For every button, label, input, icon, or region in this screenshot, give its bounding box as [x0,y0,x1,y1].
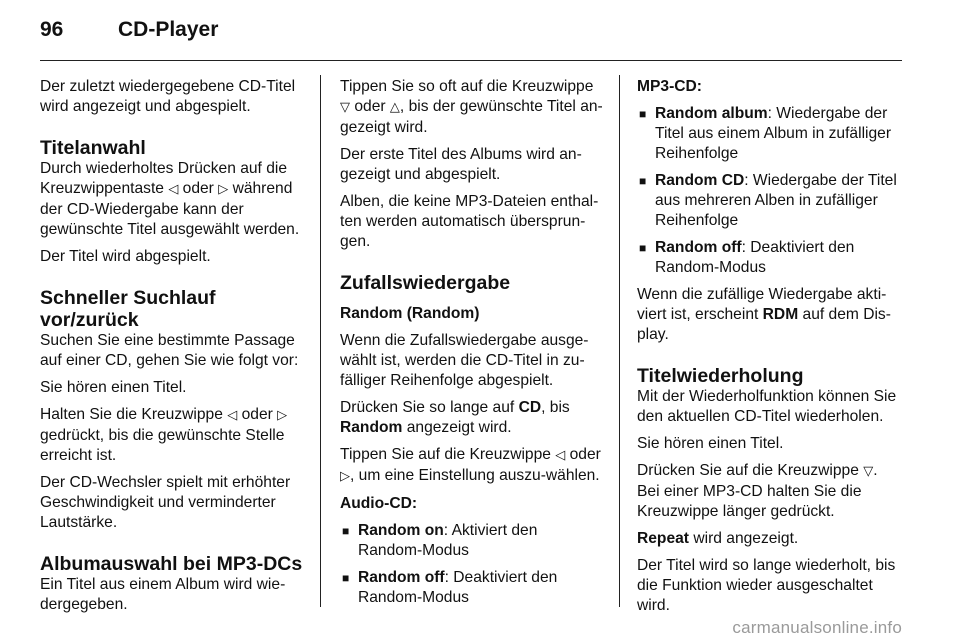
rdm-paragraph: Wenn die zufällige Wiedergabe akti-viert ist, erscheint RDM auf dem Dis-play. [637,286,891,343]
subheading-mp3-cd: MP3-CD: [637,78,702,95]
intro-paragraph: Der zuletzt wiedergegebene CD-Titel wird angezeigt und abgespielt. [40,78,296,115]
suchlauf-paragraph-2: Sie hören einen Titel. [40,379,187,396]
subheading-audio-cd: Audio-CD: [340,495,418,512]
triangle-right-icon: ▷ [277,408,288,423]
album-skip-note: Alben, die keine MP3-Dateien enthal-ten werden automatisch übersprun-gen. [340,193,599,250]
page-number: 96 [40,18,64,41]
wiederholung-paragraph-4: Repeat wird angezeigt. [637,530,799,547]
titelanwahl-paragraph: Durch wiederholtes Drücken auf die Kreuzwippentaste ◁ oder ▷ während der CD-Wiedergabe kann der gewünschte Titel ausgewählt werden. [40,160,300,238]
triangle-left-icon: ◁ [227,408,238,423]
heading-suchlauf: Schneller Suchlauf vor/zurück [40,287,216,331]
wiederholung-paragraph-5: Der Titel wird so lange wiederholt, bis die Funktion wieder ausgeschaltet wird. [637,557,896,614]
album-paragraph: Ein Titel aus einem Album wird wie-dergegeben. [40,576,286,613]
album-first-title: Der erste Titel des Albums wird an-gezeigt und abgespielt. [340,146,582,183]
heading-albumauswahl: Albumauswahl bei MP3-DCs [40,553,303,575]
zufall-paragraph-3: Tippen Sie auf die Kreuzwippe ◁ oder ▷, um eine Einstellung auszu-wählen. [340,446,601,484]
triangle-up-icon: △ [389,100,400,115]
wiederholung-paragraph-2: Sie hören einen Titel. [637,435,784,452]
mp3-cd-list [637,104,902,278]
column-divider [619,75,620,607]
suchlauf-paragraph-3: Halten Sie die Kreuzwippe ◁ oder ▷ gedrückt, bis die gewünschte Stelle erreicht ist. [40,406,288,464]
watermark: carmanualsonline.info [732,618,902,637]
header-rule [40,60,902,61]
list-item: ■ Random album: Wiedergabe der Titel aus einem Album in zufälliger Reihenfolge [637,104,902,164]
audio-cd-list [340,521,605,608]
heading-titelwiederholung: Titelwiederholung [637,365,804,387]
heading-titelanwahl: Titelanwahl [40,137,146,159]
triangle-down-icon: ▽ [863,464,874,479]
list-item: ■ Random off: Deaktiviert den Random-Modus [340,568,605,608]
column-right [637,77,902,623]
triangle-left-icon: ◁ [555,448,566,463]
triangle-left-icon: ◁ [168,182,179,197]
suchlauf-paragraph-1: Suchen Sie eine bestimmte Passage auf einer CD, gehen Sie wie folgt vor: [40,332,299,369]
page-header [40,18,218,48]
zufall-paragraph-1: Wenn die Zufallswiedergabe ausge-wählt ist, werden die CD-Titel in zu-fälliger Reihenfolge abgespielt. [340,332,589,389]
list-item: ■ Random off: Deaktiviert den Random-Modus [637,238,902,278]
page-title: CD-Player [118,18,219,41]
zufall-paragraph-2: Drücken Sie so lange auf CD, bis Random angezeigt wird. [340,399,570,436]
titelanwahl-result: Der Titel wird abgespielt. [40,248,211,265]
column-divider [320,75,321,607]
wiederholung-paragraph-1: Mit der Wiederholfunktion können Sie den aktuellen CD-Titel wiederholen. [637,388,897,425]
column-left [40,77,306,622]
album-select-paragraph: Tippen Sie so oft auf die Kreuzwippe ▽ oder △, bis der gewünschte Titel an-gezeigt wird. [340,78,603,136]
list-item: ■ Random on: Aktiviert den Random-Modus [340,521,605,561]
triangle-right-icon: ▷ [218,182,229,197]
subheading-random: Random (Random) [340,305,480,322]
heading-zufallswiedergabe: Zufallswiedergabe [340,272,511,294]
suchlauf-paragraph-4: Der CD-Wechsler spielt mit erhöhter Geschwindigkeit und verminderter Lautstärke. [40,474,291,531]
triangle-right-icon: ▷ [340,469,350,484]
wiederholung-paragraph-3: Drücken Sie auf die Kreuzwippe ▽. Bei einer MP3-CD halten Sie die Kreuzwippe länger gedrückt. [637,462,878,520]
column-middle [340,77,605,615]
list-item: ■ Random CD: Wiedergabe der Titel aus mehreren Alben in zufälliger Reihenfolge [637,171,902,231]
triangle-down-icon: ▽ [340,100,350,115]
